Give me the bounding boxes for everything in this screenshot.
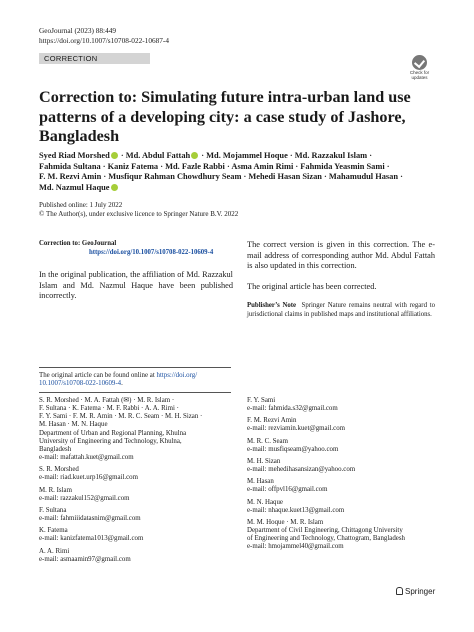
affiliation-line: Department of Urban and Regional Planning, Khulna	[39, 429, 187, 437]
affiliation-name: M. Hasan	[247, 478, 274, 486]
affiliation-group	[247, 397, 447, 413]
original-article-link[interactable]: https://doi.org/10.1007/s10708-022-10609-4	[89, 248, 214, 256]
affiliation-line: F. Y. Sami · F. M. R. Amin · M. R. C. Seam · M. H. Sizan ·	[39, 413, 203, 421]
affiliation-line: Department of Civil Engineering, Chittagong University	[247, 527, 403, 535]
affiliation-name: S. R. Morshed	[39, 466, 79, 474]
affiliation-email[interactable]: e-mail: asmaamin97@gmail.com	[39, 555, 131, 563]
affiliation-divider	[39, 392, 231, 393]
affiliation-name: F. Sultana	[39, 506, 67, 514]
author-line: F. M. Rezvi Amin · Musfiqur Rahman Chowdhury Seam · Mehedi Hasan Sizan · Mahamudul Hasan ·	[39, 172, 403, 182]
affiliation-group	[247, 499, 447, 515]
affiliation-email[interactable]: e-mail: riad.kuet.urp16@gmail.com	[39, 474, 138, 482]
published-date: Published online: 1 July 2022	[39, 201, 123, 209]
publisher-note-text: Springer Nature remains neutral with regard to jurisdictional claims in published maps and institutional affiliations.	[247, 302, 435, 318]
orcid-icon[interactable]	[191, 152, 198, 159]
affiliation-name: M. R. Islam	[39, 486, 72, 494]
affiliation-name: M. R. C. Seam	[247, 437, 288, 445]
affiliation-name: F. Y. Sami	[247, 397, 276, 404]
springer-horse-icon	[396, 587, 403, 595]
right-paragraph-1: The correct version is given in this correction. The e-mail address of corresponding author Md. Abdul Fattah is also updated in this correction.	[247, 240, 435, 270]
affiliation-email[interactable]: e-mail: rezviamin.kuet@gmail.com	[247, 425, 345, 433]
check-badge-line2: updates	[411, 75, 428, 80]
affiliation-name: M. H. Sizan	[247, 457, 281, 465]
affiliation-email[interactable]: e-mail: musfiqseam@yahoo.com	[247, 445, 339, 453]
affiliation-group	[39, 527, 239, 543]
affiliation-name: A. A. Rimi	[39, 547, 70, 555]
article-type-badge: CORRECTION	[39, 53, 150, 64]
author-name[interactable]: · Md. Mojammel Hoque · Md. Razzakul Islam ·	[201, 151, 373, 160]
affiliation-group	[247, 438, 447, 454]
affiliation-group	[247, 458, 447, 474]
affiliation-group	[247, 519, 447, 552]
affiliation-group	[247, 417, 447, 433]
journal-doi[interactable]: https://doi.org/10.1007/s10708-022-10687-4	[39, 36, 169, 45]
affiliation-line: of Engineering and Technology, Chattogram, Bangladesh	[247, 535, 405, 543]
affiliation-email[interactable]: e-mail: hmojammel40@gmail.com	[247, 543, 344, 551]
affiliation-group	[39, 507, 239, 523]
affiliation-email[interactable]: e-mail: mehedihasansizan@yahoo.com	[247, 466, 356, 474]
affiliation-email[interactable]: e-mail: fahmida.s32@gmail.com	[247, 405, 338, 413]
affiliation-email[interactable]: e-mail: fahmiiidatasnim@gmail.com	[39, 515, 141, 523]
left-paragraph: In the original publication, the affiliation of Md. Razzakul Islam and Md. Nazmul Haque have been published incorrectly.	[39, 270, 233, 300]
orcid-icon[interactable]	[111, 184, 118, 191]
author-line: Fahmida Sultana · Kaniz Fatema · Md. Fazle Rabbi · Asma Amin Rimi · Fahmida Yeasmin Sami ·	[39, 161, 390, 171]
springer-wordmark: Springer	[405, 587, 436, 596]
affiliation-line: University of Engineering and Technology, Khulna,	[39, 437, 182, 445]
author-name[interactable]: Syed Riad Morshed	[39, 151, 110, 160]
affiliation-email[interactable]: e-mail: nhaque.kuet13@gmail.com	[247, 506, 345, 514]
affiliations-left	[39, 397, 239, 564]
footnote-link[interactable]: 10.1007/s10708-022-10609-4	[39, 380, 122, 388]
author-name[interactable]: · Md. Abdul Fattah	[120, 151, 191, 160]
publisher-note-label: Publisher’s Note	[247, 302, 297, 309]
affiliation-name: M. N. Haque	[247, 498, 283, 506]
affiliation-email[interactable]: e-mail: offpvl16@gmail.com	[247, 486, 328, 494]
affiliation-name: M. M. Hoque · M. R. Islam	[247, 518, 324, 526]
orcid-icon[interactable]	[111, 152, 118, 159]
affiliation-line: F. Sultana · K. Fatema · M. F. Rabbi · A. A. Rimi ·	[39, 405, 179, 413]
footnote-text: The original article can be found online at	[39, 372, 155, 379]
publisher-note	[247, 302, 435, 319]
affiliation-name: K. Fatema	[39, 527, 68, 535]
journal-citation: GeoJournal (2023) 88:449	[39, 26, 117, 35]
correction-to	[39, 240, 233, 257]
affiliation-group	[39, 548, 239, 564]
affiliation-group	[39, 466, 239, 482]
footnote	[39, 372, 233, 388]
article-title: Correction to: Simulating future intra-urban land use patterns of a developing city: a case study of Jashore, Bangladesh	[39, 88, 411, 145]
checkmark-icon	[412, 55, 427, 70]
check-for-updates-badge[interactable]	[405, 55, 434, 81]
affiliation-group	[39, 397, 239, 462]
springer-logo	[396, 587, 435, 596]
author-list	[39, 151, 439, 193]
affiliation-name: F. M. Rezvi Amin	[247, 417, 297, 425]
affiliation-group	[39, 487, 239, 503]
correction-to-label: Correction to: GeoJournal	[39, 240, 117, 247]
affiliation-line: Bangladesh	[39, 445, 72, 453]
footnote-suffix: .	[121, 380, 123, 388]
footnote-divider	[39, 367, 231, 368]
affiliation-email[interactable]: e-mail: mafattah.kuet@gmail.com	[39, 454, 134, 462]
author-name[interactable]: Md. Nazmul Haque	[39, 182, 110, 192]
copyright-notice: © The Author(s), under exclusive licence to Springer Nature B.V. 2022	[39, 210, 239, 218]
affiliation-line: M. Hasan · M. N. Haque	[39, 421, 108, 429]
check-badge-line1: Check for	[409, 70, 430, 75]
affiliation-email[interactable]: e-mail: razzakul152@gmail.com	[39, 494, 130, 502]
affiliation-line: S. R. Morshed · M. A. Fattah (✉) · M. R. Islam ·	[39, 397, 175, 404]
affiliation-email[interactable]: e-mail: kanizfatema1013@gmail.com	[39, 535, 144, 543]
affiliations-right	[247, 397, 447, 552]
affiliation-group	[247, 478, 447, 494]
right-paragraph-2: The original article has been corrected.	[247, 282, 377, 291]
footnote-link[interactable]: https://doi.org/	[156, 372, 198, 379]
